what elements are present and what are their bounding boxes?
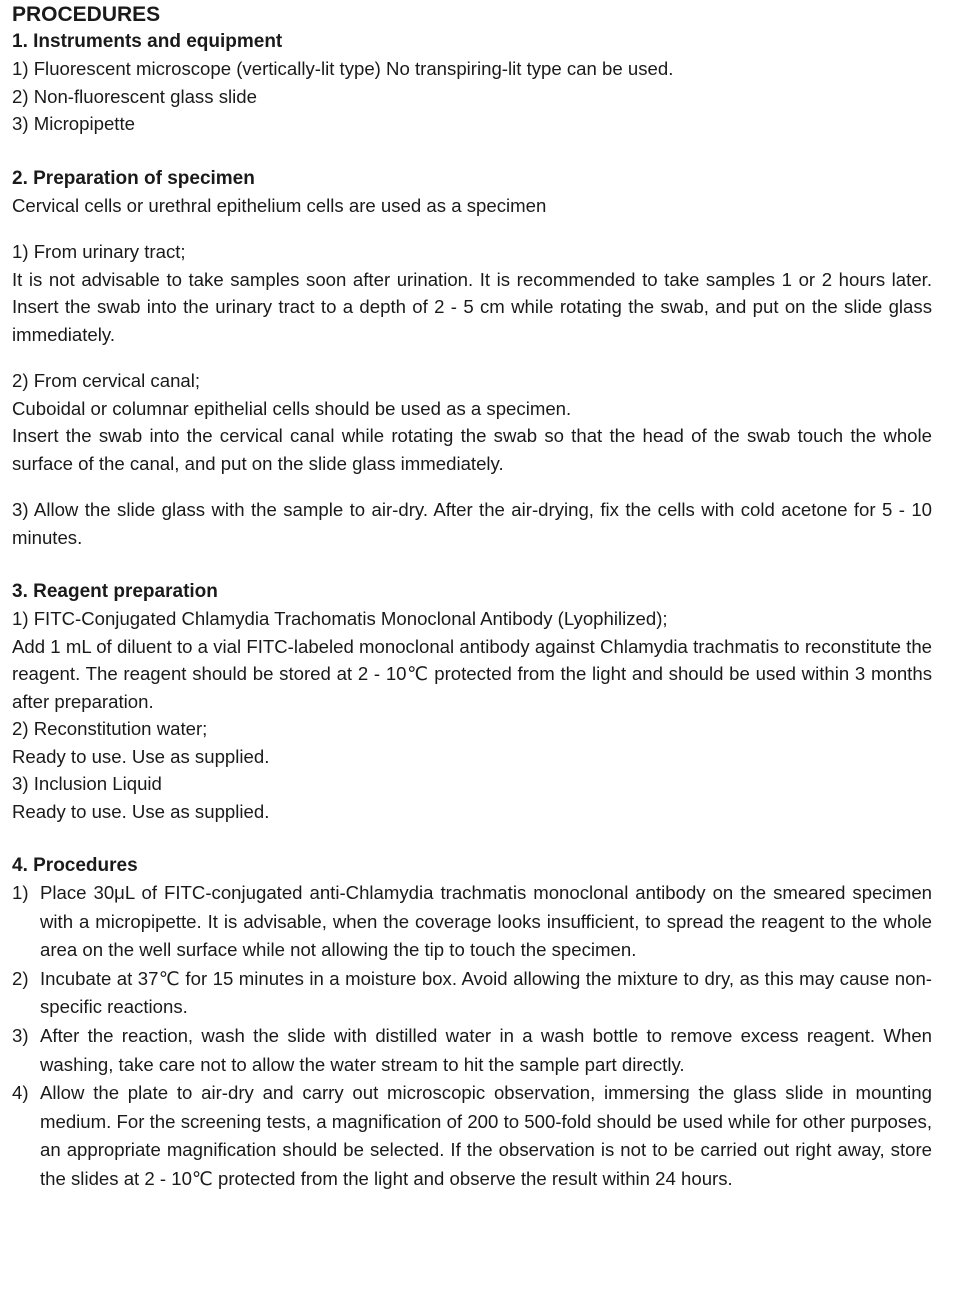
instrument-item: 2) Non-fluorescent glass slide xyxy=(12,85,257,107)
procedure-step xyxy=(12,1022,932,1079)
step-text: Place 30μL of FITC-conjugated anti-Chlamydia trachmatis monoclonal antibody on the smeared specimen with a micropipette. It is advisable, when the coverage looks insufficient, to spread the reagent to the whole area on the well surface while not allowing the tip to touch the specimen. xyxy=(40,882,932,961)
step-number: 3) xyxy=(12,1024,29,1046)
procedure-step xyxy=(12,879,932,965)
cervical-canal-heading: 2) From cervical canal; xyxy=(12,370,201,391)
step-text: After the reaction, wash the slide with distilled water in a wash bottle to remove excess reagent. When washing, take care not to allow the water stream to hit the sample part directly. xyxy=(40,1024,932,1075)
section-heading-procedures: 4. Procedures xyxy=(12,855,138,876)
reagent-3-body: Ready to use. Use as supplied. xyxy=(12,800,270,822)
reagent-3-heading: 3) Inclusion Liquid xyxy=(12,773,162,794)
instrument-item: 3) Micropipette xyxy=(12,113,135,134)
urinary-tract-body: It is not advisable to take samples soon after urination. It is recommended to take samples 1 or 2 hours later. Insert the swab into the urinary tract to a depth of 2 - 5 cm while rotating the swab, and put on the slide glass immediately. xyxy=(12,268,932,345)
reagent-2-heading: 2) Reconstitution water; xyxy=(12,718,208,739)
reagent-1-body: Add 1 mL of diluent to a vial FITC-labeled monoclonal antibody against Chlamydia trachmatis to reconstitute the reagent. The reagent should be stored at 2 - 10℃ protected from the light and should be used within 3 months after preparation. xyxy=(12,635,932,712)
instrument-item: 1) Fluorescent microscope (vertically-lit type) No transpiring-lit type can be used. xyxy=(12,58,674,79)
cervical-canal-line: Cuboidal or columnar epithelial cells should be used as a specimen. xyxy=(12,397,572,419)
air-dry-paragraph: 3) Allow the slide glass with the sample to air-dry. After the air-drying, fix the cells with cold acetone for 5 - 10 minutes. xyxy=(12,499,932,548)
step-number: 1) xyxy=(12,882,29,903)
procedure-step xyxy=(12,1079,932,1193)
cervical-canal-body: Insert the swab into the cervical canal while rotating the swab so that the head of the swab touch the whole surface of the canal, and put on the slide glass immediately. xyxy=(12,425,932,474)
step-number: 2) xyxy=(12,967,29,989)
reagent-2-body: Ready to use. Use as supplied. xyxy=(12,745,270,767)
procedure-step xyxy=(12,965,932,1022)
section-heading-specimen: 2. Preparation of specimen xyxy=(12,167,255,189)
section-instruments xyxy=(12,28,932,138)
section-specimen xyxy=(12,165,932,552)
section-reagent xyxy=(12,578,932,825)
page-title: PROCEDURES xyxy=(12,3,161,26)
section-heading-instruments: 1. Instruments and equipment xyxy=(12,31,283,52)
procedure-steps xyxy=(12,879,932,1194)
section-heading-reagent: 3. Reagent preparation xyxy=(12,581,218,602)
reagent-1-heading: 1) FITC-Conjugated Chlamydia Trachomatis Monoclonal Antibody (Lyophilized); xyxy=(12,608,668,629)
step-text: Allow the plate to air-dry and carry out microscopic observation, immersing the glass slide in mounting medium. For the screening tests, a magnification of 200 to 500-fold should be used while for other purposes, an appropriate magnification should be selected. If the observation is not to be carried out right away, store the slides at 2 - 10℃ protected from the light and observe the result within 24 hours. xyxy=(40,1082,932,1189)
urinary-tract-heading: 1) From urinary tract; xyxy=(12,241,186,262)
section-procedures xyxy=(12,852,932,1194)
step-number: 4) xyxy=(12,1082,29,1104)
specimen-intro: Cervical cells or urethral epithelium cells are used as a specimen xyxy=(12,194,547,216)
step-text: Incubate at 37℃ for 15 minutes in a moisture box. Avoid allowing the mixture to dry, as this may cause non-specific reactions. xyxy=(40,967,932,1018)
